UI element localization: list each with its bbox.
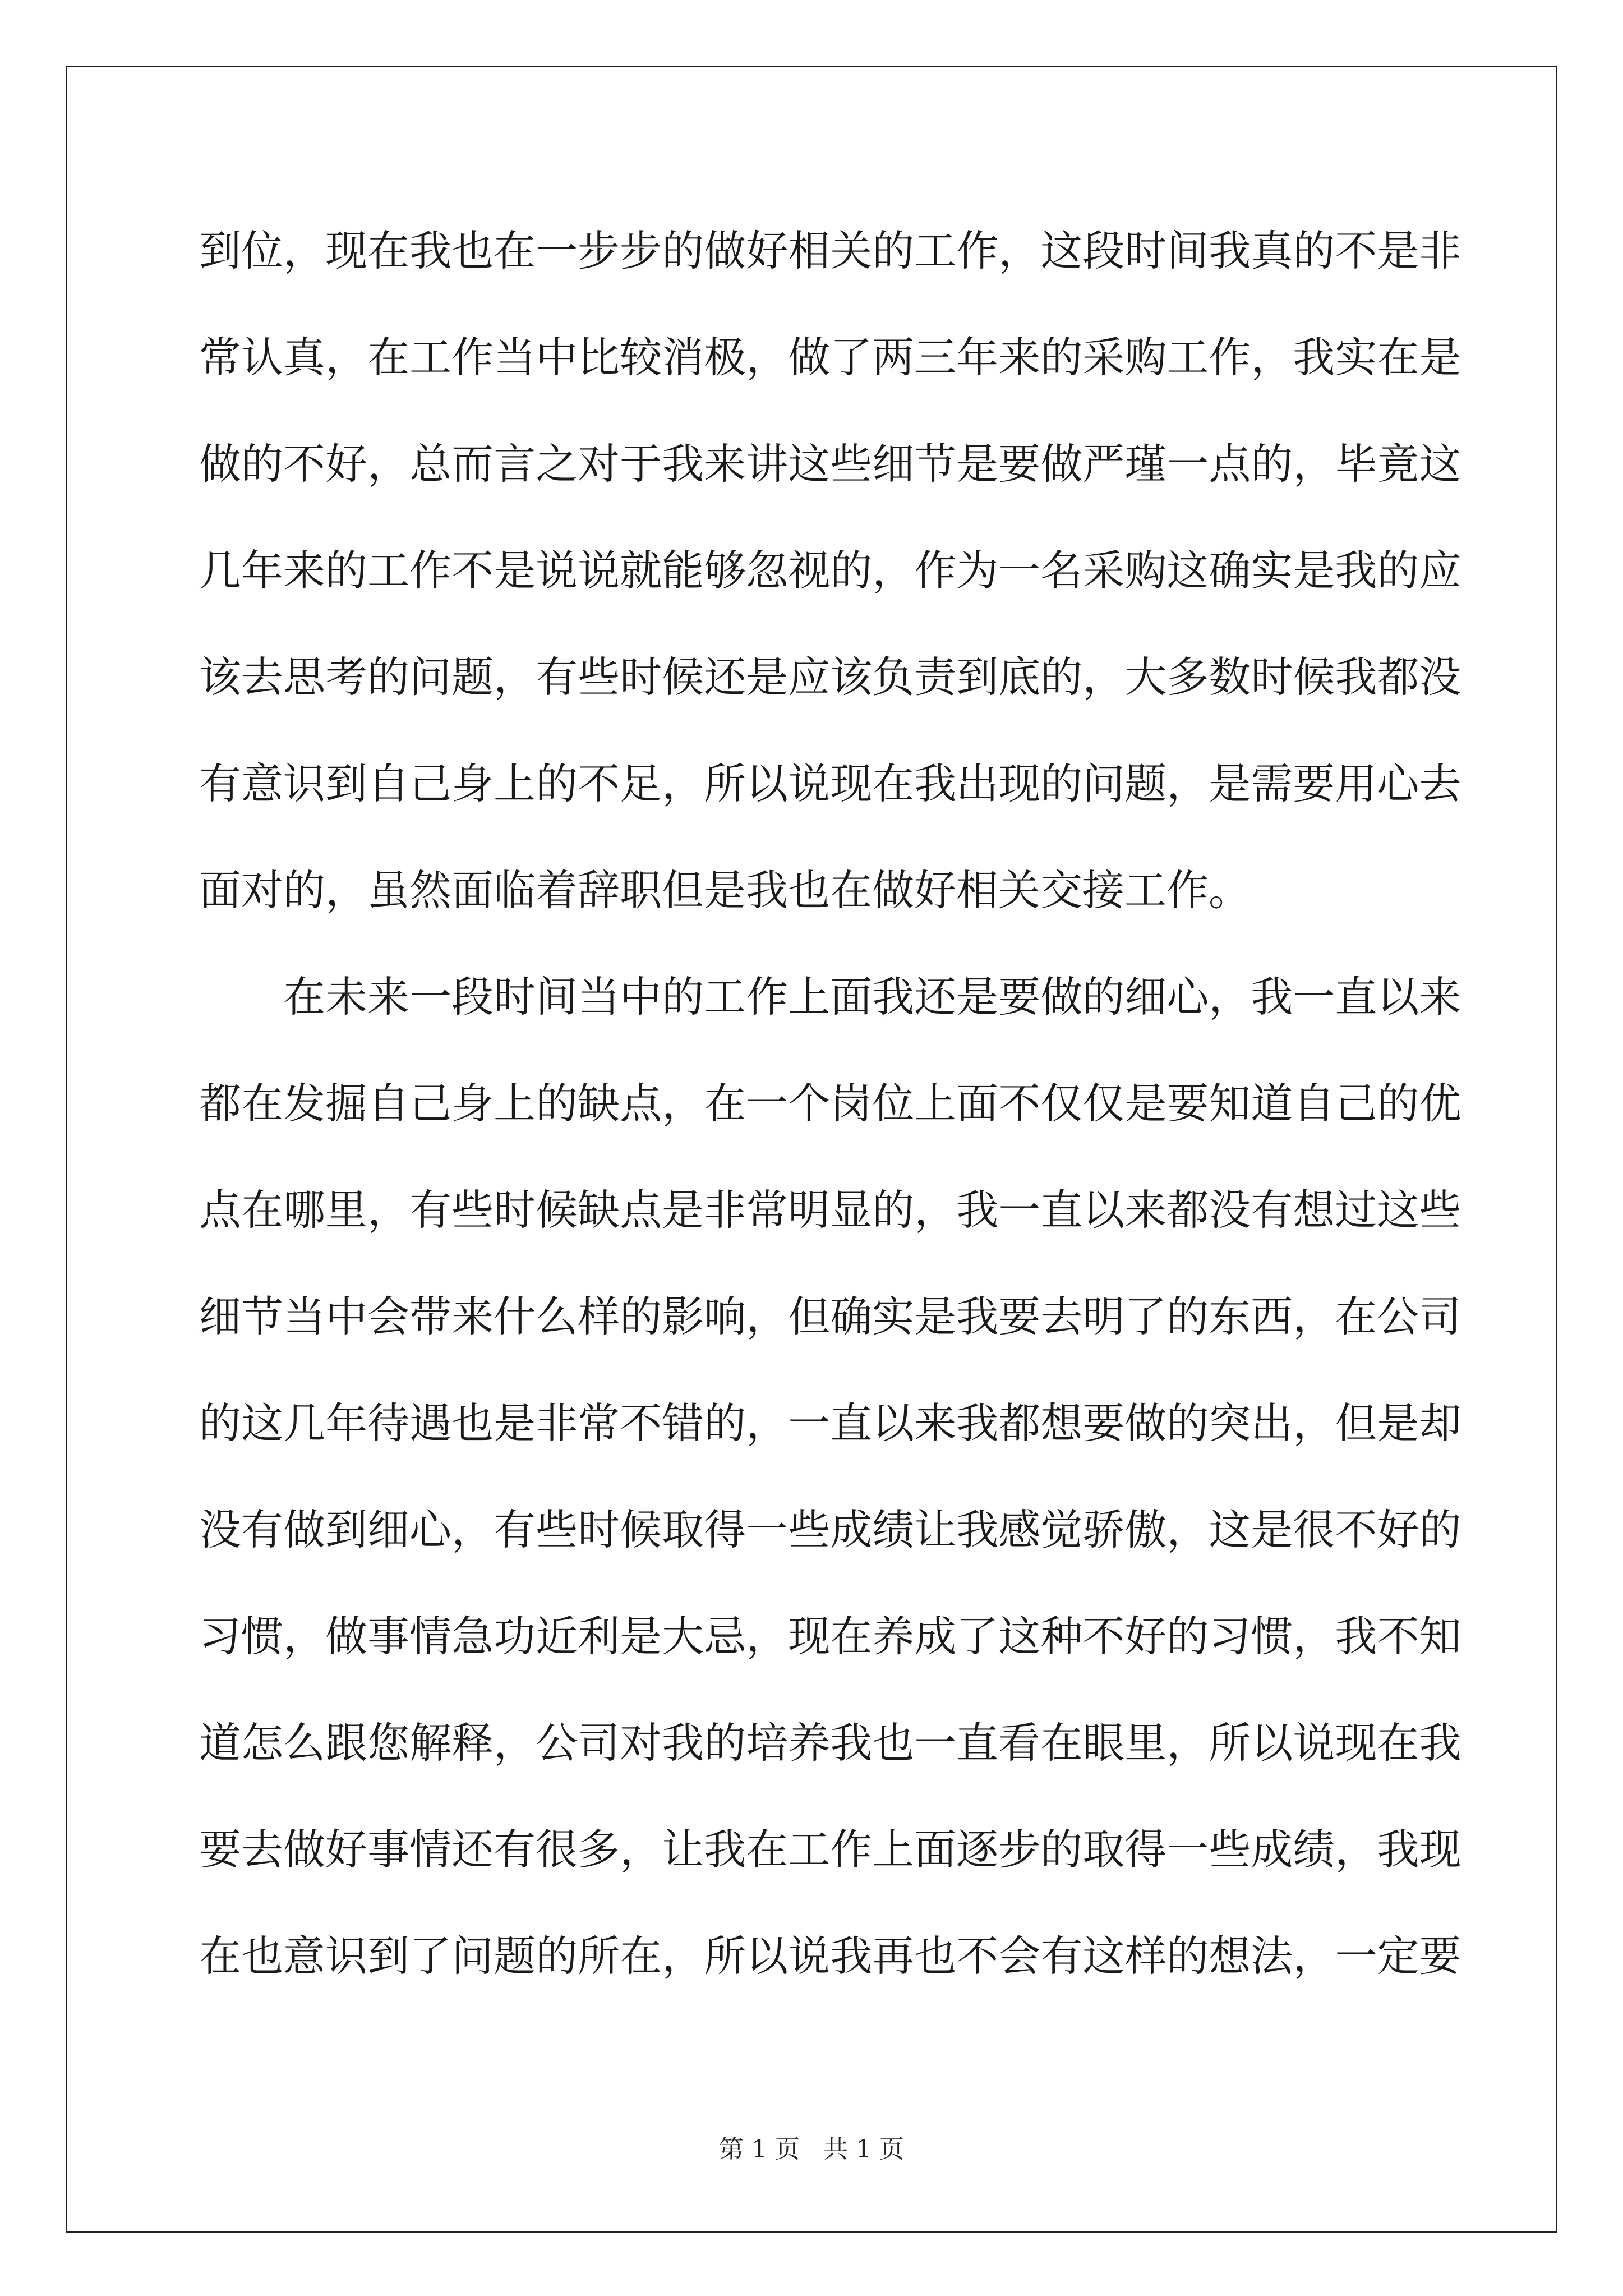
text-line: 做 的 不 好 ， 总 而 言 之 对 于 我 来 讲 这 些 细 节 是 要 做 严 瑾 一 点 的 ， 毕 竟 这 xyxy=(199,439,1461,489)
text-line: 细 节 当 中 会 带 来 什 么 样 的 影 响 ， 但 确 实 是 我 要 去 明 了 的 东 西 ， 在 公 司 xyxy=(199,1292,1461,1341)
paragraph xyxy=(199,197,1461,944)
text-line: 在 未 来 一 段 时 间 当 中 的 工 作 上 面 我 还 是 要 做 的 细 心 ， 我 一 直 以 来 xyxy=(283,972,1461,1022)
text-line: 要 去 做 好 事 情 还 有 很 多 ， 让 我 在 工 作 上 面 逐 步 的 取 得 一 些 成 绩 ， 我 现 xyxy=(199,1825,1461,1874)
paragraph xyxy=(199,944,1461,2009)
document-body xyxy=(199,197,1461,2009)
text-line: 几 年 来 的 工 作 不 是 说 说 就 能 够 忽 视 的 ， 作 为 一 名 采 购 这 确 实 是 我 的 应 xyxy=(199,546,1461,595)
text-line: 都 在 发 掘 自 己 身 上 的 缺 点 ， 在 一 个 岗 位 上 面 不 仅 仅 是 要 知 道 自 己 的 优 xyxy=(199,1079,1461,1128)
text-line: 该 去 思 考 的 问 题 ， 有 些 时 候 还 是 应 该 负 责 到 底 的 ， 大 多 数 时 候 我 都 没 xyxy=(199,652,1461,702)
text-line: 有 意 识 到 自 己 身 上 的 不 足 ， 所 以 说 现 在 我 出 现 的 问 题 ， 是 需 要 用 心 去 xyxy=(199,759,1461,808)
page-footer: 第 1 页 共 1 页 xyxy=(719,2135,904,2164)
text-line: 没 有 做 到 细 心 ， 有 些 时 候 取 得 一 些 成 绩 让 我 感 觉 骄 傲 ， 这 是 很 不 好 的 xyxy=(199,1505,1461,1554)
text-line: 的 这 几 年 待 遇 也 是 非 常 不 错 的 ， 一 直 以 来 我 都 想 要 做 的 突 出 ， 但 是 却 xyxy=(199,1398,1461,1448)
text-line: 习 惯 ， 做 事 情 急 功 近 利 是 大 忌 ， 现 在 养 成 了 这 种 不 好 的 习 惯 ， 我 不 知 xyxy=(199,1612,1461,1661)
text-line: 在 也 意 识 到 了 问 题 的 所 在 ， 所 以 说 我 再 也 不 会 有 这 样 的 想 法 ， 一 定 要 xyxy=(199,1931,1461,1981)
text-line: 点 在 哪 里 ， 有 些 时 候 缺 点 是 非 常 明 显 的 ， 我 一 直 以 来 都 没 有 想 过 这 些 xyxy=(199,1185,1461,1235)
text-line: 常 认 真 ， 在 工 作 当 中 比 较 消 极 ， 做 了 两 三 年 来 的 采 购 工 作 ， 我 实 在 是 xyxy=(199,333,1461,382)
text-line: 到 位 ， 现 在 我 也 在 一 步 步 的 做 好 相 关 的 工 作 ， 这 段 时 间 我 真 的 不 是 非 xyxy=(199,226,1461,275)
text-line: 面对的，虽然面临着辞职但是我也在做好相关交接工作。 xyxy=(199,866,1251,915)
text-line: 道 怎 么 跟 您 解 释 ， 公 司 对 我 的 培 养 我 也 一 直 看 在 眼 里 ， 所 以 说 现 在 我 xyxy=(199,1718,1461,1768)
